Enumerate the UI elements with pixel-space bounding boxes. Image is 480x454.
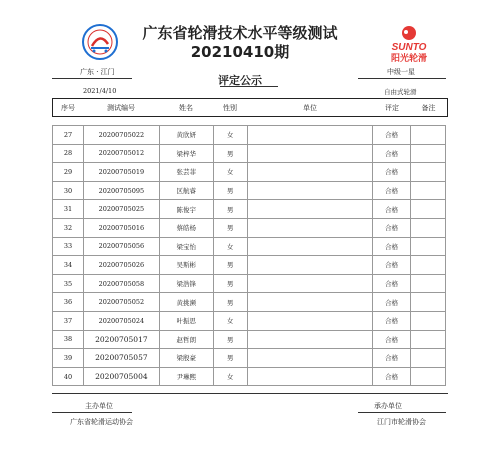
cell-note (411, 200, 446, 219)
column-header-unit: 单位 (303, 103, 317, 112)
cell-result: 合格 (373, 200, 411, 219)
table-row (53, 200, 446, 219)
page-title: 广东省轮滑技术水平等级测试 (142, 24, 338, 42)
cell-name: 陈俊宇 (159, 200, 213, 219)
cell-result: 合格 (373, 330, 411, 349)
cell-name: 张芸菲 (159, 163, 213, 182)
cell-name: 黄欣妍 (159, 126, 213, 145)
cell-no: 35 (53, 274, 84, 293)
cell-name: 梁梓华 (159, 144, 213, 163)
cell-gender: 男 (213, 330, 247, 349)
cell-test-id: 20200705019 (83, 163, 159, 182)
cell-note (411, 126, 446, 145)
results-table (52, 125, 446, 386)
svg-text:阳光轮滑: 阳光轮滑 (390, 54, 428, 64)
host-label: 主办单位 (85, 402, 113, 410)
cell-no: 27 (53, 126, 84, 145)
cell-note (411, 256, 446, 275)
cell-gender: 男 (213, 293, 247, 312)
cell-name: 梁宝怡 (159, 237, 213, 256)
cell-unit (247, 367, 373, 386)
cell-result: 合格 (373, 349, 411, 368)
cell-result: 合格 (373, 274, 411, 293)
session-title: 20210410期 (190, 43, 290, 61)
cell-name: 梁殷豪 (159, 349, 213, 368)
table-row (53, 256, 446, 275)
cell-name: 梁浩锋 (159, 274, 213, 293)
cell-test-id: 20200705058 (83, 274, 159, 293)
cell-unit (247, 163, 373, 182)
column-header-note: 备注 (421, 103, 436, 112)
cell-gender: 男 (213, 181, 247, 200)
cell-gender: 男 (213, 200, 247, 219)
cell-result: 合格 (373, 237, 411, 256)
cell-name: 尹琳熙 (159, 367, 213, 386)
table-row (53, 237, 446, 256)
cell-test-id: 20200705057 (83, 349, 159, 368)
cell-result: 合格 (373, 293, 411, 312)
cell-gender: 女 (213, 311, 247, 330)
cell-unit (247, 330, 373, 349)
cell-no: 40 (53, 367, 84, 386)
column-header-result: 评定 (385, 103, 399, 112)
cell-test-id: 20200705016 (83, 218, 159, 237)
table-row (53, 330, 446, 349)
cell-test-id: 20200705004 (83, 367, 159, 386)
table-row (53, 163, 446, 182)
cell-test-id: 20200705056 (83, 237, 159, 256)
cell-result: 合格 (373, 256, 411, 275)
host-name: 广东省轮滑运动协会 (70, 418, 133, 426)
cell-no: 28 (53, 144, 84, 163)
table-row (53, 349, 446, 368)
cell-gender: 男 (213, 256, 247, 275)
divider (220, 86, 278, 87)
cell-note (411, 218, 446, 237)
cell-note (411, 330, 446, 349)
svg-text:SUNTO: SUNTO (391, 42, 427, 53)
cell-gender: 男 (213, 144, 247, 163)
column-header-name: 姓名 (179, 103, 193, 112)
cell-note (411, 144, 446, 163)
cell-test-id: 20200705025 (83, 200, 159, 219)
cell-unit (247, 218, 373, 237)
table-row (53, 311, 446, 330)
column-header-gender: 性别 (223, 103, 237, 112)
cell-unit (247, 293, 373, 312)
table-row (53, 218, 446, 237)
cell-note (411, 311, 446, 330)
cell-no: 31 (53, 200, 84, 219)
column-header-no: 序号 (61, 103, 75, 112)
test-date: 2021/4/10 (83, 87, 117, 95)
column-header-test-id: 测试编号 (107, 103, 135, 112)
cell-result: 合格 (373, 144, 411, 163)
cell-name: 区航睿 (159, 181, 213, 200)
cell-no: 37 (53, 311, 84, 330)
table-row (53, 293, 446, 312)
table-header (52, 98, 448, 117)
cell-name: 吴斯彬 (159, 256, 213, 275)
cell-gender: 女 (213, 126, 247, 145)
cell-result: 合格 (373, 367, 411, 386)
divider (52, 393, 448, 394)
cell-name: 黄挑濒 (159, 293, 213, 312)
cell-no: 39 (53, 349, 84, 368)
divider (52, 412, 132, 413)
region-label: 广东 · 江门 (80, 68, 115, 76)
cell-unit (247, 256, 373, 275)
announcement-title: 评定公示 (218, 74, 262, 87)
cell-note (411, 349, 446, 368)
cell-unit (247, 200, 373, 219)
cell-no: 30 (53, 181, 84, 200)
cell-unit (247, 311, 373, 330)
cell-result: 合格 (373, 311, 411, 330)
cell-gender: 男 (213, 274, 247, 293)
cell-note (411, 293, 446, 312)
cell-gender: 男 (213, 218, 247, 237)
cell-test-id: 20200705017 (83, 330, 159, 349)
cell-gender: 男 (213, 349, 247, 368)
cell-no: 32 (53, 218, 84, 237)
cell-no: 36 (53, 293, 84, 312)
cell-gender: 女 (213, 237, 247, 256)
cell-test-id: 20200705095 (83, 181, 159, 200)
table-row (53, 181, 446, 200)
table-row (53, 144, 446, 163)
cell-result: 合格 (373, 163, 411, 182)
divider (358, 412, 446, 413)
cell-note (411, 163, 446, 182)
cell-test-id: 20200705052 (83, 293, 159, 312)
cell-no: 34 (53, 256, 84, 275)
cell-test-id: 20200705012 (83, 144, 159, 163)
cell-unit (247, 126, 373, 145)
organizer-label: 承办单位 (374, 402, 402, 410)
table-row (53, 367, 446, 386)
cell-unit (247, 181, 373, 200)
cell-name: 叶振思 (159, 311, 213, 330)
table-row (53, 126, 446, 145)
cell-note (411, 237, 446, 256)
cell-test-id: 20200705026 (83, 256, 159, 275)
cell-name: 蔡皓杨 (159, 218, 213, 237)
cell-note (411, 181, 446, 200)
cell-gender: 女 (213, 367, 247, 386)
discipline-label: 自由式轮滑 (384, 88, 417, 96)
cell-name: 赵哲朗 (159, 330, 213, 349)
cell-test-id: 20200705024 (83, 311, 159, 330)
cell-result: 合格 (373, 181, 411, 200)
cell-no: 38 (53, 330, 84, 349)
cell-unit (247, 349, 373, 368)
cell-unit (247, 144, 373, 163)
cell-test-id: 20200705022 (83, 126, 159, 145)
cell-no: 33 (53, 237, 84, 256)
cell-no: 29 (53, 163, 84, 182)
cell-result: 合格 (373, 218, 411, 237)
level-label: 中级一星 (387, 68, 415, 76)
cell-result: 合格 (373, 126, 411, 145)
cell-unit (247, 237, 373, 256)
organizer-name: 江门市轮滑协会 (377, 418, 426, 426)
cell-gender: 女 (213, 163, 247, 182)
cell-note (411, 367, 446, 386)
cell-note (411, 274, 446, 293)
table-row (53, 274, 446, 293)
cell-unit (247, 274, 373, 293)
